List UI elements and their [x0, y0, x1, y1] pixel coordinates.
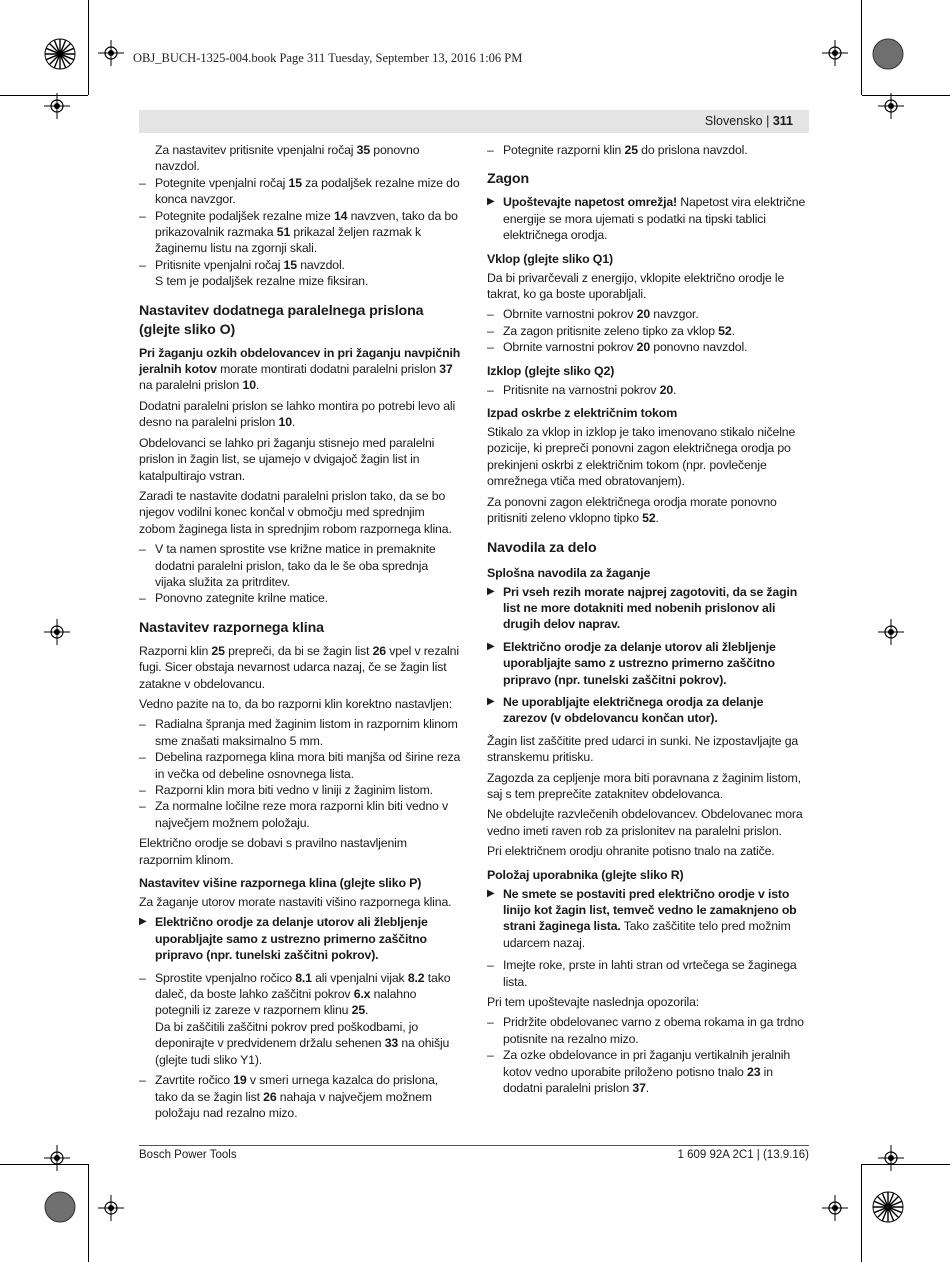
continuation-text: Za nastavitev pritisnite vpenjalni ročaj 35 ponovno navzdol. [155, 143, 420, 174]
subsection-heading: Izpad oskrbe z električnim tokom [487, 406, 678, 421]
header-text [705, 114, 793, 128]
list-item [139, 175, 461, 208]
registration-target-icon [822, 40, 848, 66]
starburst-register-icon [44, 38, 76, 70]
triangle-bullet-icon: ▶ [487, 585, 495, 597]
section-heading: Nastavitev dodatnega paralelnega prislona (glejte sliko O) [139, 302, 424, 338]
item-text: Obrnite varnostni pokrov 20 ponovno navzdol. [503, 340, 748, 355]
item-text: Ponovno zategnite krilne matice. [155, 591, 328, 606]
list-item [139, 798, 461, 831]
registration-target-icon [44, 619, 70, 645]
section-heading: Nastavitev razpornega klina [139, 619, 324, 636]
warning-item [487, 639, 809, 688]
list-item [139, 749, 461, 782]
dash-marker: – [487, 323, 494, 338]
item-text: Pri vseh rezih morate najprej zagotoviti, da se žagin list ne more dotakniti med nobenih prislonov ali drugih delov naprav. [503, 584, 798, 632]
item-text: Potegnite razporni klin 25 do prislona navzdol. [503, 143, 748, 157]
item-text: Radialna špranja med žaginim listom in razpornim klinom sme znašati maksimalno 5 mm. [155, 717, 458, 748]
triangle-bullet-icon: ▶ [487, 887, 495, 899]
left-column [139, 142, 461, 1121]
dash-marker: – [139, 970, 146, 985]
item-text: Zavrtite ročico 19 v smeri urnega kazalca do prislona, tako da se žagin list 26 nahaja v največjem možnem položaju nad rezalno mizo. [155, 1073, 439, 1120]
registration-target-icon [44, 1145, 70, 1171]
dash-marker: – [487, 340, 494, 355]
paragraph: Obdelovanci se lahko pri žaganju stisnejo med paralelni prislon in žagin list, se ujamejo v dvigajoč žagin list in katalpultirajo vstran. [139, 435, 435, 483]
grey-disc-register-icon [872, 38, 904, 70]
section-heading: Navodila za delo [487, 539, 597, 556]
item-text: Debelina razpornega klina mora biti manjša od širine reza in večka od debeline osnovnega lista. [155, 750, 461, 781]
paragraph: Pri tem upoštevajte naslednja opozorila: [487, 995, 700, 1010]
continuation-text: S tem je podaljšek rezalne mize fiksiran. [155, 274, 369, 289]
list-item [139, 1072, 461, 1121]
page-number: 311 [772, 114, 793, 128]
dash-marker: – [139, 799, 146, 814]
paragraph: Razporni klin 25 prepreči, da bi se žagin list 26 vpel v rezalni fugi. Sicer obstaja nevarnost udarca nazaj, če se žagin list zatakne v obdelovancu. [139, 643, 459, 691]
subsection-heading: Izklop (glejte sliko Q2) [487, 363, 615, 378]
right-column [487, 142, 809, 1096]
item-text: Pritisnite vpenjalni ročaj 15 navzdol. [155, 257, 345, 272]
list-item [139, 208, 461, 257]
paragraph: Električno orodje se dobavi s pravilno nastavljenim razpornim klinom. [139, 836, 407, 867]
list-item [139, 716, 461, 749]
dash-marker: – [487, 958, 494, 973]
item-text: Ne smete se postaviti pred električno orodje v isto linijo kot žagin list, temveč vedno le zamaknjeno ob strani žaginega lista. Tako zaščitite telo pred možnim udarcem nazaj. [503, 886, 797, 950]
item-text: Imejte roke, prste in lahti stran od vrtečega se žaginega lista. [503, 958, 797, 989]
item-text: Potegnite podaljšek rezalne mize 14 navzven, tako da bo prikazovalnik razmaka 51 prikazal željen razmak k žaginemu listu na zgornji skali. [155, 208, 458, 256]
crop-mark [862, 1164, 950, 1165]
dash-marker: – [139, 175, 146, 190]
dash-marker: – [139, 750, 146, 765]
warning-item [487, 584, 809, 633]
footer-rule [139, 1145, 809, 1146]
list-item [487, 323, 809, 339]
paragraph: Pri žaganju ozkih obdelovancev in pri žaganju navpičnih jeralnih kotov morate montirati dodatni paralelni prislon 37 na paralelni prislon 10. [139, 345, 461, 393]
item-text: Električno orodje za delanje utorov ali žlebljenje uporabljajte samo z ustrezno primerno zaščitno pripravo (npr. tunelski zaščitni pokrov). [503, 639, 776, 687]
triangle-bullet-icon: ▶ [487, 196, 495, 208]
registration-target-icon [822, 1195, 848, 1221]
footer-doc-number: 1 609 92A 2C1 | (13.9.16) [677, 1149, 809, 1161]
crop-mark [861, 0, 862, 95]
triangle-bullet-icon: ▶ [487, 695, 495, 707]
dash-marker: – [487, 1048, 494, 1063]
paragraph: Zagozda za cepljenje mora biti poravnana z žaginim listom, saj s tem preprečite zataknitev obdelovanca. [487, 770, 801, 801]
dash-marker: – [487, 307, 494, 322]
triangle-bullet-icon: ▶ [139, 916, 147, 928]
list-item [487, 957, 809, 990]
dash-marker: – [139, 208, 146, 223]
paragraph: Ne obdelujte razvlečenih obdelovancev. Obdelovanec mora vedno imeti raven rob za prislonitev na paralelni prislon. [487, 807, 803, 838]
header-separator: | [766, 114, 770, 128]
section-heading: Zagon [487, 171, 530, 188]
list-item [139, 970, 461, 1019]
list-item [487, 306, 809, 322]
triangle-bullet-icon: ▶ [487, 640, 495, 652]
item-text: Razporni klin mora biti vedno v liniji z žaginim listom. [155, 783, 433, 797]
warning-item [139, 914, 461, 963]
item-text: Obrnite varnostni pokrov 20 navzgor. [503, 307, 699, 322]
dash-marker: – [487, 143, 494, 157]
item-text: Za zagon pritisnite zeleno tipko za vklop 52. [503, 323, 735, 338]
list-item [139, 257, 461, 273]
item-text: Pritisnite na varnostni pokrov 20. [503, 382, 677, 397]
item-text: Za normalne ločilne reze mora razporni klin biti vedno v največjem možnem položaju. [155, 799, 449, 830]
registration-target-icon [878, 619, 904, 645]
dash-marker: – [139, 542, 146, 557]
crop-mark [88, 0, 89, 95]
crop-mark [861, 1164, 862, 1262]
registration-target-icon [44, 93, 70, 119]
page-header [139, 110, 809, 133]
registration-target-icon [98, 40, 124, 66]
print-slug: OBJ_BUCH-1325-004.book Page 311 Tuesday, September 13, 2016 1:06 PM [133, 51, 523, 65]
subsection-heading: Splošna navodila za žaganje [487, 565, 651, 580]
paragraph: Da bi privarčevali z energijo, vklopite električno orodje le takrat, ko ga boste uporabljali. [487, 270, 785, 302]
crop-mark [862, 95, 950, 96]
item-text: Upoštevajte napetost omrežja! Napetost vira električne energije se mora ujemati s podatki na tipski tablici električnega orodja. [503, 195, 806, 243]
item-text: Sprostite vpenjalno ročico 8.1 ali vpenjalni vijak 8.2 tako daleč, da boste lahko zaščitni pokrov 6.x nalahno potegnili iz zareze v razpornem klinu 25. [155, 970, 451, 1018]
continuation-text: Da bi zaščitili zaščitni pokrov pred poškodbami, jo deponirajte v predvidenem držalu sehenen 33 na ohišju (glejte tudi sliko Y1). [155, 1019, 450, 1067]
list-item [487, 1014, 809, 1047]
list-item [487, 1047, 809, 1096]
item-text: Za ozke obdelovance in pri žaganju vertikalnih jeralnih kotov vedno uporabite priloženo potisno tnalo 23 in dodatni paralelni prislon 37. [503, 1048, 791, 1096]
list-item [487, 339, 809, 355]
paragraph: Zaradi te nastavite dodatni paralelni prislon tako, da se bo njegov vodilni konec končal v območju med sprednjim zobom žaginega lista in sprednjim robom razpornega klina. [139, 488, 452, 536]
paragraph: Za ponovni zagon električnega orodja morate ponovno pritisniti zeleno vklopno tipko 52. [487, 494, 777, 526]
warning-item [487, 194, 809, 243]
paragraph: Pri električnem orodju ohranite potisno tnalo na zatiče. [487, 844, 775, 859]
dash-marker: – [139, 591, 146, 606]
header-language: Slovensko [704, 114, 763, 128]
item-text: Ne uporabljajte električnega orodja za delanje zarezov (v obdelovancu končan utor). [503, 694, 764, 726]
registration-target-icon [878, 1145, 904, 1171]
dash-marker: – [139, 783, 146, 797]
warning-item [487, 694, 809, 727]
subsection-heading: Nastavitev višine razpornega klina (glejte sliko P) [139, 876, 422, 891]
paragraph: Za žaganje utorov morate nastaviti višino razpornega klina. [139, 895, 452, 910]
subsection-heading: Vklop (glejte sliko Q1) [487, 251, 613, 266]
registration-target-icon [98, 1195, 124, 1221]
registration-target-icon [878, 93, 904, 119]
item-text: Potegnite vpenjalni ročaj 15 za podaljšek rezalne mize do konca navzgor. [155, 175, 460, 207]
list-item [139, 782, 461, 798]
dash-marker: – [487, 382, 494, 397]
list-item [487, 142, 809, 158]
item-text: V ta namen sprostite vse križne matice in premaknite dodatni paralelni prislon, tako da le še oba sprednja vijaka služita za pritrditev. [155, 542, 436, 589]
grey-disc-register-icon [44, 1191, 76, 1223]
warning-item [487, 886, 809, 952]
list-item [139, 541, 461, 590]
dash-marker: – [139, 1073, 146, 1088]
dash-marker: – [139, 257, 146, 272]
item-text: Električno orodje za delanje utorov ali žlebljenje uporabljajte samo z ustrezno primerno zaščitno pripravo (npr. tunelski zaščitni pokrov). [155, 915, 428, 963]
footer-brand: Bosch Power Tools [139, 1149, 237, 1161]
paragraph: Stikalo za vklop in izklop je tako imenovano stikalo ničelne pozicije, ki prepreči ponovni zagon električnega orodja po prekinjeni oskrbi z električnim tokom (npr. povlečenje omrežnega vtiča med obratovanjem). [487, 425, 796, 489]
dash-marker: – [139, 717, 146, 732]
starburst-register-icon [872, 1191, 904, 1223]
list-item [139, 590, 461, 606]
paragraph: Vedno pazite na to, da bo razporni klin korektno nastavljen: [139, 696, 452, 711]
item-text: Pridržite obdelovanec varno z obema rokama in ga trdno potisnite na rezalno mizo. [503, 1015, 804, 1046]
paragraph: Dodatni paralelni prislon se lahko montira po potrebi levo ali desno na paralelni prislon 10. [139, 398, 456, 430]
list-item [487, 382, 809, 398]
crop-mark [88, 1164, 89, 1262]
subsection-heading: Položaj uporabnika (glejte sliko R) [487, 867, 684, 882]
paragraph: Žagin list zaščitite pred udarci in sunki. Ne izpostavljajte ga stranskemu pritisku. [487, 733, 799, 765]
dash-marker: – [487, 1015, 494, 1030]
